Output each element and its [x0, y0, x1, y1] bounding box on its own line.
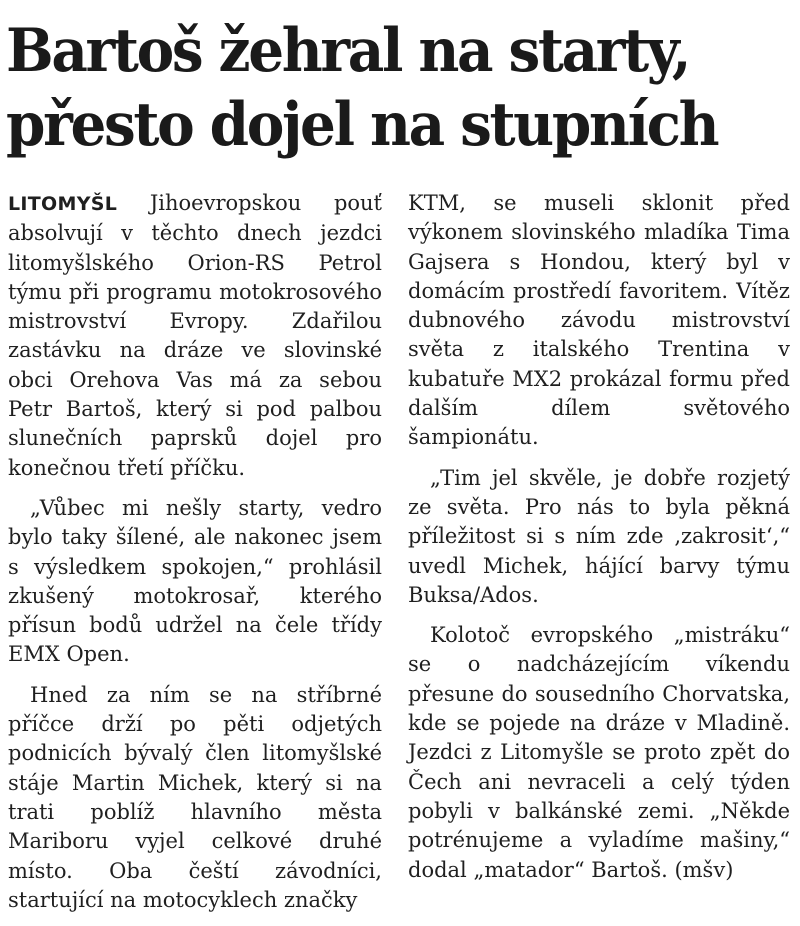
- headline-line-2: přesto dojel na stupních: [6, 90, 718, 160]
- paragraph-4: „Tim jel skvěle, je dobře rozjetý ze světa. Pro nás to byla pěkná příležitost si s ním zde ‚zakrosit‘,“ uvedl Michek, hájící barvy týmu Buksa/Ados.: [408, 465, 790, 607]
- paragraph-3-continued: KTM, se museli sklonit před výkonem slovinského mladíka Tima Gajsera s Hondou, který byl v domácím prostředí favoritem. Vítěz dubnového závodu mistrovství světa z italského Trentina v kubatuře MX2 prokázal formu před dalším dílem světového šampionátu.: [408, 191, 790, 450]
- paragraph-5: Kolotoč evropského „mistráku“ se o nadcházejícím víkendu přesune do sousedního Chorvatska, kde se pojede na dráze v Mladině. Jezdci z Litomyšle se proto zpět do Čech ani nevraceli a celý týden pobyli v balkánské zemi. „Někde potrénujeme a vyladíme mašiny,“ dodal „matador“ Bartoš. (mšv): [408, 623, 790, 882]
- paragraph-3: Hned za ním se na stříbrné příčce drží po pěti odjetých podnicích bývalý člen litomyšlské stáje Martin Michek, který si na trati poblíž hlavního města Mariboru vyjel celkové druhé místo. Oba čeští závodníci, startující na motocyklech značky: [8, 682, 382, 912]
- right-column: [408, 189, 790, 896]
- left-column: [8, 189, 382, 926]
- headline-line-1: Bartoš žehral na starty,: [6, 16, 690, 86]
- article-headline: [6, 14, 749, 162]
- paragraph-1-text: Jihoevropskou pouť absolvují v těchto dnech jezdci litomyšlského Orion-RS Petrol týmu při programu motokrosového mistrovství Evropy. Zdařilou zastávku na dráze ve slovinské obci Orehova Vas má za sebou Petr Bartoš, který si pod palbou slunečních paprsků dojel pro konečnou třetí příčku.: [8, 191, 382, 480]
- paragraph-2: „Vůbec mi nešly starty, vedro bylo taky šílené, ale nakonec jsem s výsledkem spokojen,“ prohlásil zkušený motokrosař, kterého přísun bodů udržel na čele třídy EMX Open.: [8, 495, 382, 667]
- dateline: LITOMYŠL: [8, 193, 118, 215]
- column-divider: [393, 189, 394, 829]
- paragraph-1: [8, 189, 382, 483]
